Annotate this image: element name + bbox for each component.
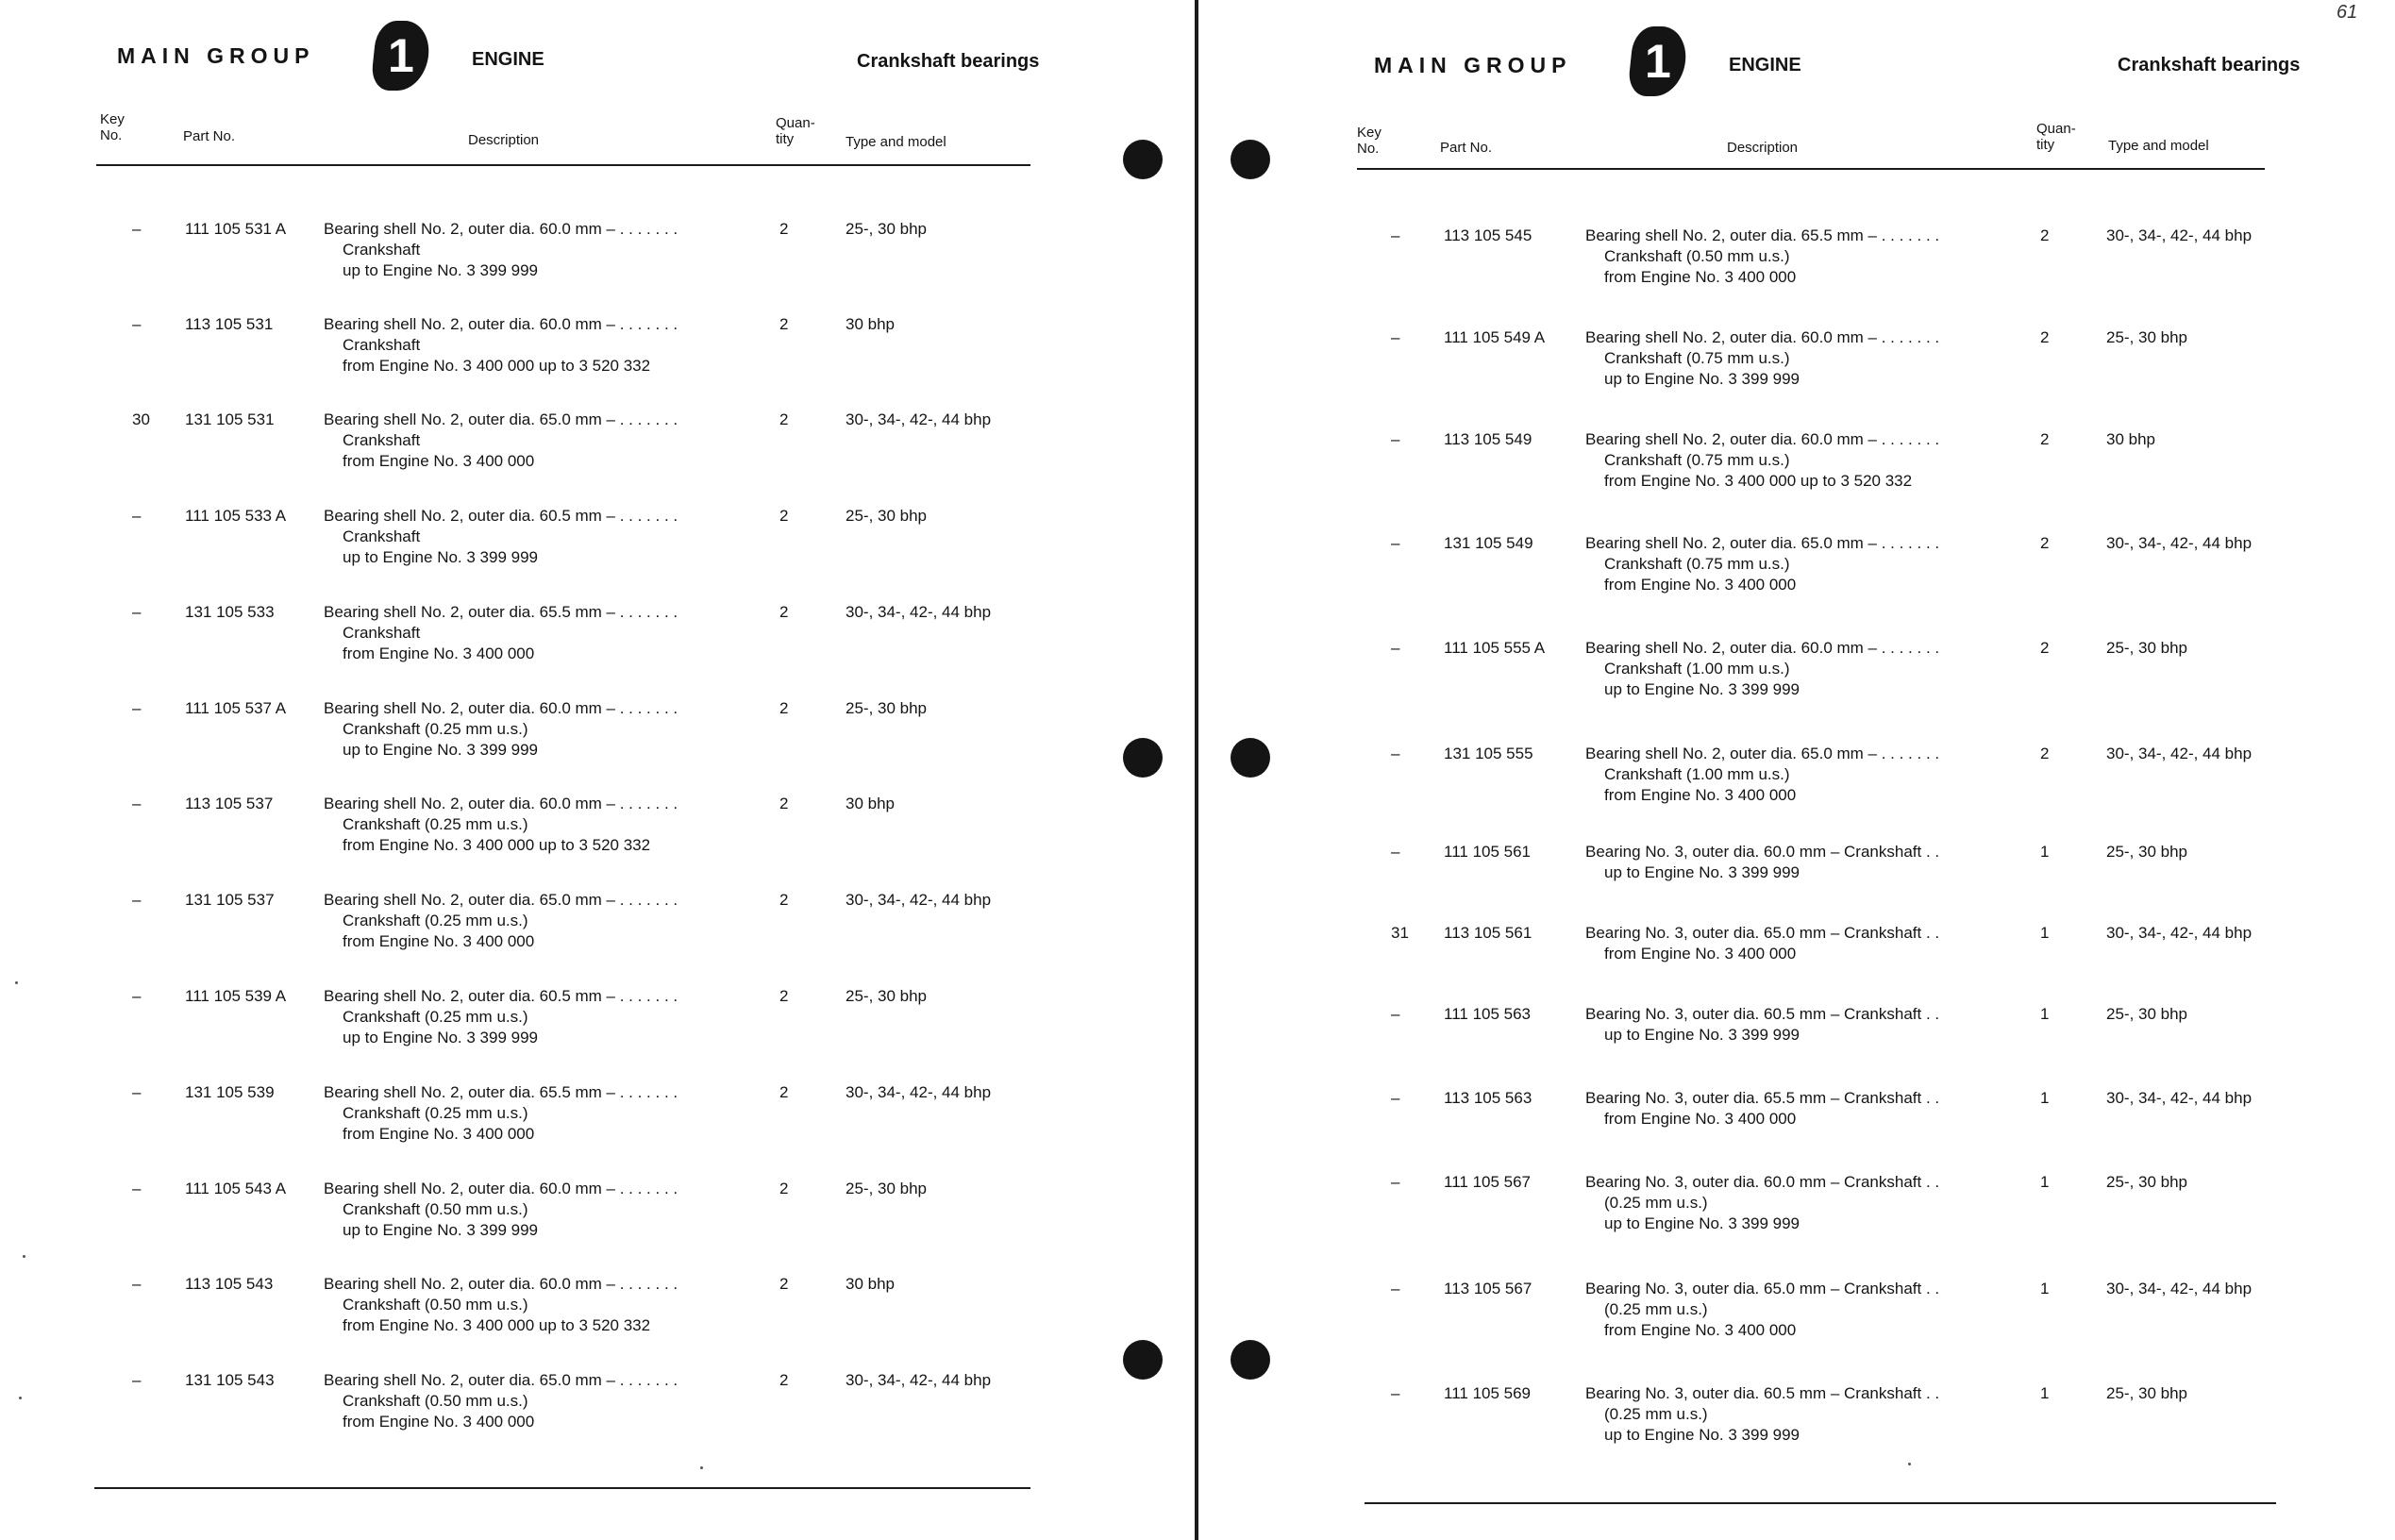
description-line: Crankshaft (0.50 mm u.s.) xyxy=(343,1392,528,1410)
part-number-cell: 131 105 555 xyxy=(1444,745,1533,762)
quantity-cell: 1 xyxy=(2040,1173,2050,1191)
quantity-cell: 1 xyxy=(2040,924,2050,942)
description-line: Crankshaft (1.00 mm u.s.) xyxy=(1604,660,1790,678)
description-cell xyxy=(324,1370,678,1432)
type-model-cell: 25-, 30 bhp xyxy=(2106,1384,2188,1402)
description-line: Bearing No. 3, outer dia. 60.5 mm – Crankshaft . . xyxy=(1585,1005,1940,1023)
table-row xyxy=(0,986,1197,1052)
table-row xyxy=(0,602,1197,668)
right-page xyxy=(1198,0,2395,1540)
description-line: Bearing shell No. 2, outer dia. 60.0 mm – . . . . . . . xyxy=(324,315,678,333)
description-cell xyxy=(1585,923,1939,964)
description-line: (0.25 mm u.s.) xyxy=(1604,1194,1708,1212)
key-cell: – xyxy=(132,699,142,717)
type-model-cell: 25-, 30 bhp xyxy=(846,1180,928,1197)
part-number-cell: 113 105 537 xyxy=(185,795,274,812)
description-line: from Engine No. 3 400 000 up to 3 520 332 xyxy=(1604,472,1913,490)
type-model-cell: 30-, 34-, 42-, 44 bhp xyxy=(2106,924,2253,942)
engine-label: ENGINE xyxy=(472,49,544,70)
description-cell xyxy=(324,1082,678,1145)
group-number: 1 xyxy=(1645,35,1671,88)
type-model-cell: 30-, 34-, 42-, 44 bhp xyxy=(846,603,992,621)
engine-label: ENGINE xyxy=(1729,55,1801,75)
key-cell: – xyxy=(1391,1089,1400,1107)
description-line: (0.25 mm u.s.) xyxy=(1604,1405,1708,1423)
key-cell: – xyxy=(1391,639,1400,657)
type-model-cell: 25-, 30 bhp xyxy=(846,987,928,1005)
key-cell: – xyxy=(132,891,142,909)
group-number: 1 xyxy=(388,29,414,82)
type-model-cell: 30-, 34-, 42-, 44 bhp xyxy=(2106,1280,2253,1297)
description-line: Crankshaft xyxy=(343,431,421,449)
description-cell xyxy=(1585,1279,1939,1341)
type-model-cell: 25-, 30 bhp xyxy=(2106,843,2188,861)
description-line: up to Engine No. 3 399 999 xyxy=(343,1029,538,1046)
part-number-cell: 113 105 531 xyxy=(185,315,274,333)
description-line: Crankshaft (1.00 mm u.s.) xyxy=(1604,765,1790,783)
ink-speck xyxy=(15,981,18,984)
key-cell: – xyxy=(1391,843,1400,861)
footer-rule xyxy=(1365,1502,2276,1504)
table-row xyxy=(0,219,1197,285)
description-line: up to Engine No. 3 399 999 xyxy=(1604,680,1800,698)
part-number-cell: 111 105 533 A xyxy=(185,507,287,525)
description-line: Bearing shell No. 2, outer dia. 60.0 mm – . . . . . . . xyxy=(324,1275,678,1293)
description-line: from Engine No. 3 400 000 xyxy=(1604,786,1797,804)
table-row xyxy=(1198,429,2395,495)
key-cell: – xyxy=(132,220,142,238)
table-row xyxy=(1198,327,2395,393)
part-number-cell: 113 105 543 xyxy=(185,1275,274,1293)
binder-hole xyxy=(1231,1340,1270,1380)
quantity-cell: 2 xyxy=(779,795,789,812)
col-description: Description xyxy=(1727,140,1799,156)
description-line: Bearing shell No. 2, outer dia. 65.5 mm – . . . . . . . xyxy=(324,603,678,621)
ink-speck xyxy=(19,1397,22,1399)
description-line: up to Engine No. 3 399 999 xyxy=(1604,1426,1800,1444)
description-line: Bearing shell No. 2, outer dia. 60.0 mm – . . . . . . . xyxy=(1585,328,1940,346)
type-model-cell: 30-, 34-, 42-, 44 bhp xyxy=(2106,226,2253,244)
description-cell xyxy=(324,986,678,1048)
key-cell: – xyxy=(132,1371,142,1389)
table-row xyxy=(0,506,1197,572)
key-cell: – xyxy=(132,1275,142,1293)
quantity-cell: 2 xyxy=(779,1371,789,1389)
description-line: up to Engine No. 3 399 999 xyxy=(1604,1026,1800,1044)
description-line: (0.25 mm u.s.) xyxy=(1604,1300,1708,1318)
key-cell: 30 xyxy=(132,410,150,428)
type-model-cell: 30-, 34-, 42-, 44 bhp xyxy=(846,891,992,909)
table-row xyxy=(0,314,1197,380)
corner-note: 61 xyxy=(2336,2,2358,23)
description-cell xyxy=(1585,1383,1939,1446)
description-line: from Engine No. 3 400 000 up to 3 520 332 xyxy=(343,1316,651,1334)
section-title: Crankshaft bearings xyxy=(2118,55,2301,75)
key-cell: – xyxy=(132,603,142,621)
description-line: Bearing shell No. 2, outer dia. 60.0 mm – . . . . . . . xyxy=(324,220,678,238)
description-line: Bearing shell No. 2, outer dia. 60.0 mm – . . . . . . . xyxy=(324,699,678,717)
description-line: up to Engine No. 3 399 999 xyxy=(343,261,538,279)
description-cell xyxy=(1585,533,1939,595)
quantity-cell: 2 xyxy=(779,315,789,333)
description-line: Bearing shell No. 2, outer dia. 60.0 mm – . . . . . . . xyxy=(324,1180,678,1197)
key-cell: – xyxy=(1391,1280,1400,1297)
key-cell: – xyxy=(1391,1384,1400,1402)
part-number-cell: 131 105 533 xyxy=(185,603,275,621)
description-line: from Engine No. 3 400 000 up to 3 520 332 xyxy=(343,357,651,375)
table-row xyxy=(1198,1004,2395,1070)
table-row xyxy=(1198,1279,2395,1345)
table-row xyxy=(0,1370,1197,1436)
type-model-cell: 25-, 30 bhp xyxy=(2106,639,2188,657)
quantity-cell: 1 xyxy=(2040,1280,2050,1297)
quantity-cell: 2 xyxy=(779,507,789,525)
type-model-cell: 30-, 34-, 42-, 44 bhp xyxy=(2106,745,2253,762)
col-part-no: Part No. xyxy=(183,128,236,144)
description-line: Bearing No. 3, outer dia. 60.0 mm – Crankshaft . . xyxy=(1585,1173,1940,1191)
table-row xyxy=(1198,226,2395,292)
key-cell: – xyxy=(132,315,142,333)
description-line: from Engine No. 3 400 000 xyxy=(343,1413,535,1431)
description-line: Bearing No. 3, outer dia. 60.0 mm – Crankshaft . . xyxy=(1585,843,1940,861)
description-line: Bearing shell No. 2, outer dia. 65.5 mm – . . . . . . . xyxy=(324,1083,678,1101)
description-line: from Engine No. 3 400 000 xyxy=(1604,1321,1797,1339)
quantity-cell: 2 xyxy=(779,1083,789,1101)
description-line: up to Engine No. 3 399 999 xyxy=(1604,370,1800,388)
table-row xyxy=(1198,533,2395,599)
key-cell: – xyxy=(1391,328,1400,346)
description-line: Bearing shell No. 2, outer dia. 60.5 mm – . . . . . . . xyxy=(324,507,678,525)
quantity-cell: 2 xyxy=(779,891,789,909)
description-line: from Engine No. 3 400 000 xyxy=(1604,945,1797,962)
description-line: up to Engine No. 3 399 999 xyxy=(343,1221,538,1239)
type-model-cell: 30-, 34-, 42-, 44 bhp xyxy=(2106,534,2253,552)
description-line: Bearing shell No. 2, outer dia. 60.0 mm – . . . . . . . xyxy=(1585,639,1940,657)
description-line: Bearing No. 3, outer dia. 65.0 mm – Crankshaft . . xyxy=(1585,1280,1940,1297)
key-cell: – xyxy=(132,507,142,525)
binder-hole xyxy=(1231,140,1270,179)
table-row xyxy=(0,890,1197,956)
quantity-cell: 1 xyxy=(2040,1089,2050,1107)
description-line: Bearing shell No. 2, outer dia. 65.0 mm – . . . . . . . xyxy=(324,410,678,428)
quantity-cell: 2 xyxy=(2040,639,2050,657)
description-line: up to Engine No. 3 399 999 xyxy=(1604,863,1800,881)
quantity-cell: 2 xyxy=(779,410,789,428)
quantity-cell: 2 xyxy=(779,987,789,1005)
description-cell xyxy=(324,1274,678,1336)
ink-speck xyxy=(700,1466,703,1469)
quantity-cell: 2 xyxy=(2040,745,2050,762)
description-line: Crankshaft (0.25 mm u.s.) xyxy=(343,720,528,738)
table-row xyxy=(1198,842,2395,908)
description-line: from Engine No. 3 400 000 xyxy=(343,932,535,950)
table-row xyxy=(0,1179,1197,1245)
description-line: Bearing shell No. 2, outer dia. 65.0 mm – . . . . . . . xyxy=(324,1371,678,1389)
main-group-title: MAIN GROUP xyxy=(117,43,315,68)
type-model-cell: 25-, 30 bhp xyxy=(2106,328,2188,346)
group-number-badge xyxy=(370,21,432,91)
description-line: Crankshaft (0.50 mm u.s.) xyxy=(343,1200,528,1218)
quantity-cell: 2 xyxy=(779,1180,789,1197)
description-line: Bearing shell No. 2, outer dia. 65.0 mm – . . . . . . . xyxy=(1585,534,1940,552)
description-line: Crankshaft (0.75 mm u.s.) xyxy=(1604,555,1790,573)
part-number-cell: 111 105 569 xyxy=(1444,1384,1532,1402)
type-model-cell: 30 bhp xyxy=(846,315,895,333)
quantity-cell: 2 xyxy=(2040,430,2050,448)
description-cell xyxy=(324,219,678,281)
description-line: from Engine No. 3 400 000 xyxy=(1604,576,1797,594)
description-cell xyxy=(1585,744,1939,806)
description-line: Bearing shell No. 2, outer dia. 60.5 mm – . . . . . . . xyxy=(324,987,678,1005)
description-cell xyxy=(324,410,678,472)
key-cell: – xyxy=(1391,534,1400,552)
group-number-badge xyxy=(1627,26,1689,96)
quantity-cell: 2 xyxy=(779,220,789,238)
part-number-cell: 113 105 545 xyxy=(1444,226,1532,244)
description-cell xyxy=(1585,842,1939,883)
description-line: from Engine No. 3 400 000 xyxy=(343,644,535,662)
type-model-cell: 30 bhp xyxy=(846,795,895,812)
description-line: Bearing shell No. 2, outer dia. 60.0 mm – . . . . . . . xyxy=(1585,430,1940,448)
description-line: Bearing shell No. 2, outer dia. 65.0 mm – . . . . . . . xyxy=(1585,745,1940,762)
description-line: Bearing No. 3, outer dia. 65.0 mm – Crankshaft . . xyxy=(1585,924,1940,942)
footer-rule xyxy=(94,1487,1030,1489)
quantity-cell: 2 xyxy=(779,603,789,621)
description-line: from Engine No. 3 400 000 xyxy=(1604,1110,1797,1128)
description-line: Crankshaft (0.25 mm u.s.) xyxy=(343,1008,528,1026)
description-cell xyxy=(324,1179,678,1241)
part-number-cell: 113 105 567 xyxy=(1444,1280,1532,1297)
description-line: up to Engine No. 3 399 999 xyxy=(1604,1214,1800,1232)
description-line: Crankshaft xyxy=(343,241,421,259)
section-title: Crankshaft bearings xyxy=(857,51,1040,72)
col-part-no: Part No. xyxy=(1440,140,1493,156)
table-row xyxy=(1198,638,2395,704)
description-line: Crankshaft xyxy=(343,336,421,354)
col-quantity: Quan- tity xyxy=(2036,121,2076,153)
description-line: from Engine No. 3 400 000 xyxy=(1604,268,1797,286)
quantity-cell: 2 xyxy=(2040,534,2050,552)
part-number-cell: 131 105 549 xyxy=(1444,534,1533,552)
binder-hole xyxy=(1123,140,1163,179)
description-cell xyxy=(324,698,678,761)
table-row xyxy=(1198,923,2395,989)
type-model-cell: 30-, 34-, 42-, 44 bhp xyxy=(846,410,992,428)
type-model-cell: 30-, 34-, 42-, 44 bhp xyxy=(2106,1089,2253,1107)
col-key-no: Key No. xyxy=(100,111,125,143)
description-line: Crankshaft (0.25 mm u.s.) xyxy=(343,1104,528,1122)
key-cell: – xyxy=(132,795,142,812)
part-number-cell: 111 105 549 A xyxy=(1444,328,1546,346)
description-cell xyxy=(1585,638,1939,700)
quantity-cell: 2 xyxy=(2040,328,2050,346)
quantity-cell: 2 xyxy=(779,1275,789,1293)
ink-speck xyxy=(1908,1463,1911,1465)
quantity-cell: 1 xyxy=(2040,1384,2050,1402)
left-page xyxy=(0,0,1197,1540)
header-rule xyxy=(1357,168,2265,170)
description-line: Crankshaft (0.25 mm u.s.) xyxy=(343,815,528,833)
part-number-cell: 111 105 561 xyxy=(1444,843,1532,861)
type-model-cell: 30 bhp xyxy=(2106,430,2155,448)
col-key-no: Key No. xyxy=(1357,125,1382,157)
description-cell xyxy=(324,314,678,377)
col-type: Type and model xyxy=(846,134,946,150)
type-model-cell: 25-, 30 bhp xyxy=(846,220,928,238)
description-cell xyxy=(1585,429,1939,492)
part-number-cell: 113 105 561 xyxy=(1444,924,1532,942)
description-line: Crankshaft (0.75 mm u.s.) xyxy=(1604,349,1790,367)
table-row xyxy=(0,698,1197,764)
description-cell xyxy=(324,602,678,664)
table-row xyxy=(1198,744,2395,810)
part-number-cell: 111 105 567 xyxy=(1444,1173,1532,1191)
description-line: Crankshaft (0.50 mm u.s.) xyxy=(1604,247,1790,265)
table-row xyxy=(0,1082,1197,1148)
key-cell: – xyxy=(1391,745,1400,762)
quantity-cell: 1 xyxy=(2040,843,2050,861)
description-cell xyxy=(324,794,678,856)
type-model-cell: 30-, 34-, 42-, 44 bhp xyxy=(846,1371,992,1389)
col-quantity: Quan- tity xyxy=(776,115,815,147)
description-cell xyxy=(1585,327,1939,390)
description-line: Crankshaft (0.25 mm u.s.) xyxy=(343,912,528,929)
description-cell xyxy=(324,890,678,952)
description-line: Bearing shell No. 2, outer dia. 65.5 mm – . . . . . . . xyxy=(1585,226,1940,244)
part-number-cell: 113 105 549 xyxy=(1444,430,1532,448)
key-cell: – xyxy=(1391,1005,1400,1023)
description-cell xyxy=(1585,1088,1939,1130)
description-line: up to Engine No. 3 399 999 xyxy=(343,741,538,759)
description-line: from Engine No. 3 400 000 xyxy=(343,1125,535,1143)
binder-hole xyxy=(1123,738,1163,778)
part-number-cell: 113 105 563 xyxy=(1444,1089,1532,1107)
table-row xyxy=(1198,1088,2395,1154)
description-line: Bearing shell No. 2, outer dia. 60.0 mm – . . . . . . . xyxy=(324,795,678,812)
part-number-cell: 131 105 531 xyxy=(185,410,275,428)
quantity-cell: 1 xyxy=(2040,1005,2050,1023)
part-number-cell: 131 105 539 xyxy=(185,1083,275,1101)
description-cell xyxy=(1585,1172,1939,1234)
description-line: Bearing No. 3, outer dia. 65.5 mm – Crankshaft . . xyxy=(1585,1089,1940,1107)
description-cell xyxy=(324,506,678,568)
part-number-cell: 111 105 563 xyxy=(1444,1005,1532,1023)
description-cell xyxy=(1585,226,1939,288)
key-cell: – xyxy=(132,987,142,1005)
type-model-cell: 30-, 34-, 42-, 44 bhp xyxy=(846,1083,992,1101)
description-cell xyxy=(1585,1004,1939,1046)
part-number-cell: 111 105 555 A xyxy=(1444,639,1546,657)
type-model-cell: 25-, 30 bhp xyxy=(846,507,928,525)
binder-hole xyxy=(1123,1340,1163,1380)
key-cell: – xyxy=(132,1180,142,1197)
key-cell: – xyxy=(132,1083,142,1101)
key-cell: – xyxy=(1391,1173,1400,1191)
description-line: Crankshaft (0.50 mm u.s.) xyxy=(343,1296,528,1314)
col-type: Type and model xyxy=(2108,138,2209,154)
table-row xyxy=(1198,1383,2395,1449)
type-model-cell: 25-, 30 bhp xyxy=(2106,1005,2188,1023)
table-row xyxy=(0,1274,1197,1340)
ink-speck xyxy=(23,1255,25,1258)
part-number-cell: 131 105 543 xyxy=(185,1371,275,1389)
description-line: Crankshaft (0.75 mm u.s.) xyxy=(1604,451,1790,469)
binder-hole xyxy=(1231,738,1270,778)
part-number-cell: 111 105 537 A xyxy=(185,699,287,717)
part-number-cell: 131 105 537 xyxy=(185,891,275,909)
type-model-cell: 25-, 30 bhp xyxy=(2106,1173,2188,1191)
description-line: Crankshaft xyxy=(343,527,421,545)
description-line: up to Engine No. 3 399 999 xyxy=(343,548,538,566)
table-row xyxy=(1198,1172,2395,1238)
type-model-cell: 25-, 30 bhp xyxy=(846,699,928,717)
part-number-cell: 111 105 543 A xyxy=(185,1180,287,1197)
key-cell: – xyxy=(1391,430,1400,448)
description-line: Bearing No. 3, outer dia. 60.5 mm – Crankshaft . . xyxy=(1585,1384,1940,1402)
quantity-cell: 2 xyxy=(779,699,789,717)
header-rule xyxy=(96,164,1030,166)
main-group-title: MAIN GROUP xyxy=(1374,53,1572,77)
type-model-cell: 30 bhp xyxy=(846,1275,895,1293)
key-cell: 31 xyxy=(1391,924,1409,942)
part-number-cell: 111 105 531 A xyxy=(185,220,287,238)
key-cell: – xyxy=(1391,226,1400,244)
quantity-cell: 2 xyxy=(2040,226,2050,244)
table-row xyxy=(0,794,1197,860)
table-row xyxy=(0,410,1197,476)
col-description: Description xyxy=(468,132,540,148)
description-line: Bearing shell No. 2, outer dia. 65.0 mm – . . . . . . . xyxy=(324,891,678,909)
description-line: from Engine No. 3 400 000 xyxy=(343,452,535,470)
part-number-cell: 111 105 539 A xyxy=(185,987,287,1005)
description-line: Crankshaft xyxy=(343,624,421,642)
description-line: from Engine No. 3 400 000 up to 3 520 332 xyxy=(343,836,651,854)
